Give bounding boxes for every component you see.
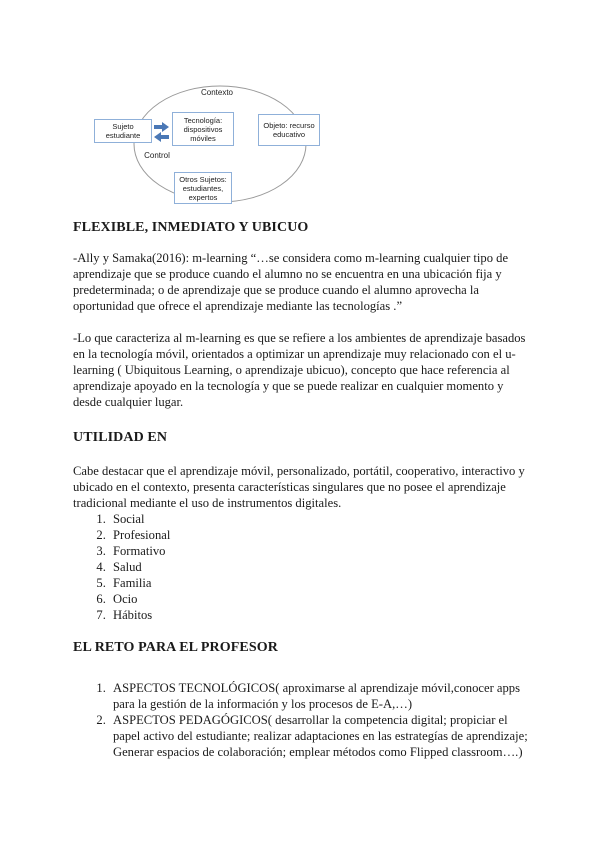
utilidad-list	[73, 511, 533, 623]
quote-paragraph: -Ally y Samaka(2016): m-learning “…se considera como m-learning cualquier tipo de aprendizaje que se produce cuando el alumno no se encuentra en una ubicación fija y predeterminada; o de aprendizaje que se produce cuando el alumno aprovecha la oportunidad que ofrece el aprendizaje mediante las tecnologías .”	[73, 251, 509, 313]
section-heading: EL RETO PARA EL PROFESOR	[73, 640, 278, 655]
section-flexible	[73, 220, 533, 410]
list-item: 1. Social	[109, 511, 533, 527]
objeto-box: Objeto: recurso educativo	[258, 114, 320, 146]
otros-sujetos-box: Otros Sujetos: estudiantes, expertos	[174, 172, 232, 204]
list-item: 4. Salud	[109, 559, 533, 575]
list-item: 2. ASPECTOS PEDAGÓGICOS( desarrollar la competencia digital; propiciar el papel activo del estudiante; realizar adaptaciones en las estrategías de aprendizaje; Generar espacios de colaboración; emplear métodos como Flipped classroom….)	[109, 712, 533, 760]
section-heading: FLEXIBLE, INMEDIATO Y UBICUO	[73, 220, 309, 235]
list-item: 5. Familia	[109, 575, 533, 591]
definition-paragraph: -Lo que caracteriza al m-learning es que se refiere a los ambientes de aprendizaje basados en la tecnología móvil, orientados a optimizar un aprendizaje muy relacionado con el u-learning ( Ubiquitous Learning, o aprendizaje ubicuo), concepto que hace referencia al aprendizaje apoyado en la tecnología y que se puede realizar en cualquier momento y desde cualquier lugar.	[73, 331, 526, 409]
control-label: Control	[144, 151, 170, 160]
sujeto-box: Sujeto estudiante	[94, 119, 152, 143]
list-item: 2. Profesional	[109, 527, 533, 543]
list-item: 6. Ocio	[109, 591, 533, 607]
context-label: Contexto	[200, 88, 234, 97]
list-item: 3. Formativo	[109, 543, 533, 559]
section-utilidad	[73, 430, 533, 623]
double-arrow-icon	[154, 122, 169, 142]
section-heading: UTILIDAD EN	[73, 430, 168, 445]
section-reto	[73, 640, 533, 760]
list-item: 1. ASPECTOS TECNOLÓGICOS( aproximarse al aprendizaje móvil,conocer apps para la gestión de la información y los procesos de E-A,…)	[109, 680, 533, 712]
reto-list	[73, 680, 533, 760]
m-learning-diagram	[86, 80, 346, 204]
tecnologia-box: Tecnología: dispositivos móviles	[172, 112, 234, 146]
utilidad-paragraph: Cabe destacar que el aprendizaje móvil, personalizado, portátil, cooperativo, interactivo y ubicado en el contexto, presenta características singulares que no posee el aprendizaje tradicional mediante el uso de instrumentos digitales.	[73, 464, 525, 510]
list-item: 7. Hábitos	[109, 607, 533, 623]
